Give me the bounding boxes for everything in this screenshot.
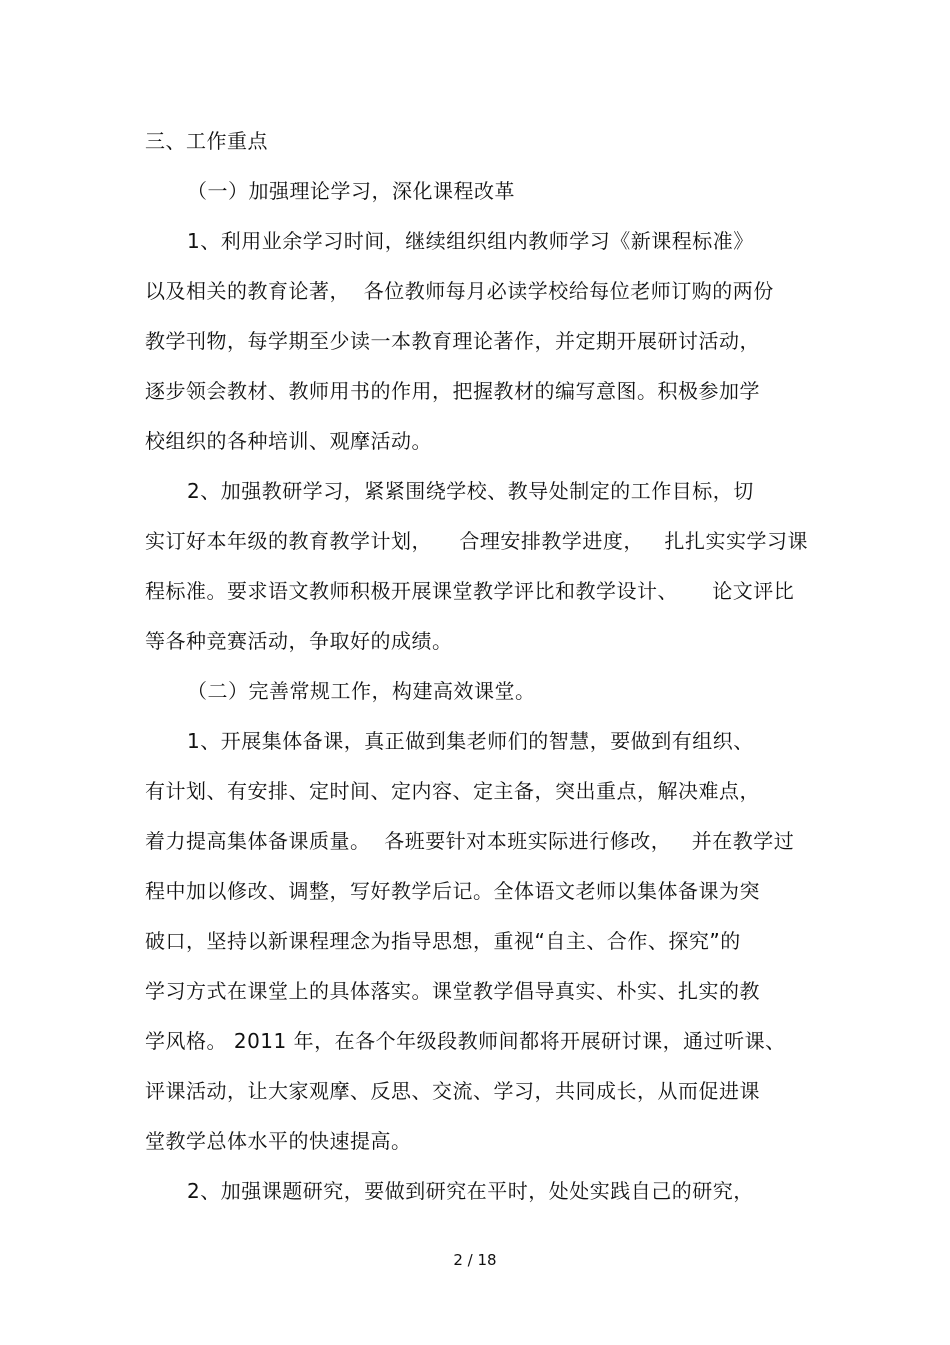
paragraph-line: 堂教学总体水平的快速提高。 <box>145 1129 412 1153</box>
paragraph-line: 着力提高集体备课质量。 各班要针对本班实际进行修改， 并在教学过 <box>145 829 795 853</box>
paragraph-line: 校组织的各种培训、观摩活动。 <box>145 429 432 453</box>
paragraph-line: 破口，坚持以新课程理念为指导思想，重视“自主、合作、探究”的 <box>145 929 741 953</box>
paragraph-line: 实订好本年级的教育教学计划， 合理安排教学进度， 扎扎实实学习课 <box>145 529 809 553</box>
page-number: 2 / 18 <box>453 1251 497 1269</box>
paragraph-line: 有计划、有安排、定时间、定内容、定主备，突出重点，解决难点， <box>145 779 760 803</box>
paragraph-line: 1、开展集体备课，真正做到集老师们的智慧，要做到有组织、 <box>187 729 754 753</box>
paragraph-line: 2、加强教研学习，紧紧围绕学校、教导处制定的工作目标，切 <box>187 479 754 503</box>
paragraph-line: 程中加以修改、调整，写好教学后记。全体语文老师以集体备课为突 <box>145 879 760 903</box>
paragraph-line: 评课活动，让大家观摩、反思、交流、学习，共同成长，从而促进课 <box>145 1079 760 1103</box>
paragraph-line: 1、利用业余学习时间，继续组织组内教师学习《新课程标准》 <box>187 229 754 253</box>
paragraph-line: 等各种竞赛活动，争取好的成绩。 <box>145 629 453 653</box>
paragraph-line: 逐步领会教材、教师用书的作用，把握教材的编写意图。积极参加学 <box>145 379 760 403</box>
paragraph-line: 以及相关的教育论著， 各位教师每月必读学校给每位老师订购的两份 <box>145 279 774 303</box>
paragraph-line: 学风格。 2011 年，在各个年级段教师间都将开展研讨课，通过听课、 <box>145 1029 786 1053</box>
paragraph-line: 教学刊物，每学期至少读一本教育理论著作，并定期开展研讨活动， <box>145 329 760 353</box>
subsection-heading: （一）加强理论学习，深化课程改革 <box>187 179 515 203</box>
paragraph-line: 2、加强课题研究，要做到研究在平时，处处实践自己的研究， <box>187 1179 754 1203</box>
paragraph-line: 程标准。要求语文教师积极开展课堂教学评比和教学设计、 论文评比 <box>145 579 795 603</box>
section-heading: 三、工作重点 <box>145 129 268 153</box>
paragraph-line: 学习方式在课堂上的具体落实。课堂教学倡导真实、朴实、扎实的教 <box>145 979 760 1003</box>
subsection-heading: （二）完善常规工作，构建高效课堂。 <box>187 679 536 703</box>
